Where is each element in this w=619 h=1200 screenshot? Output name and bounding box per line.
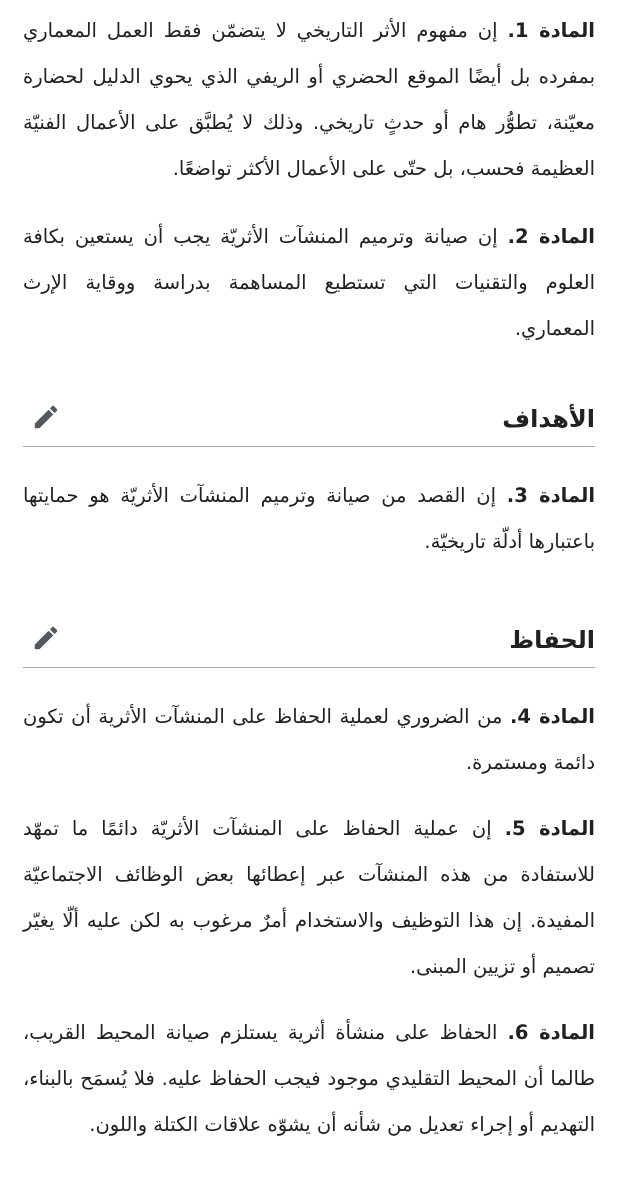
section-preservation — [23, 607, 595, 1148]
article-4-text: من الضروري لعملية الحفاظ على المنشآت الأثرية أن تكون دائمة ومستمرة. — [23, 705, 595, 774]
article-2-label: المادة 2. — [507, 225, 595, 248]
article-1-text: إن مفهوم الأثر التاريخي لا يتضمّن فقط العمل المعماري بمفرده بل أيضًا الموقع الحضري أو الريفي الذي يحوي الدليل لحضارة معيّنة، تطوُّر هام أو حدثٍ تاريخي. وذلك لا يُطبَّق على الأعمال الفنيّة العظيمة فحسب، بل حتّى على الأعمال الأكثر تواضعًا. — [23, 19, 595, 180]
article-3-label: المادة 3. — [506, 484, 595, 507]
article-6-paragraph — [23, 1010, 595, 1148]
article-1-label: المادة 1. — [507, 19, 595, 42]
article-1-paragraph — [23, 8, 595, 192]
article-content — [23, 0, 595, 1148]
article-5-label: المادة 5. — [504, 817, 595, 840]
section-preservation-header — [23, 607, 595, 668]
pencil-icon[interactable] — [31, 623, 61, 653]
article-2-paragraph — [23, 214, 595, 352]
article-2-text: إن صيانة وترميم المنشآت الأثريّة يجب أن يستعين بكافة العلوم والتقنيات التي تستطيع المساهمة بدراسة ووقاية الإرث المعماري. — [23, 225, 595, 340]
section-preservation-title: الحفاظ — [509, 626, 595, 654]
article-3-paragraph — [23, 473, 595, 565]
article-6-text: الحفاظ على منشأة أثرية يستلزم صيانة المحيط القريب، طالما أن المحيط التقليدي موجود فيجب الحفاظ عليه. فلا يُسمَح بالبناء، التهديم أو إجراء تعديل من شأنه أن يشوّه علاقات الكتلة واللون. — [23, 1021, 595, 1136]
article-4-label: المادة 4. — [509, 705, 595, 728]
article-5-paragraph — [23, 806, 595, 990]
article-3-text: إن القصد من صيانة وترميم المنشآت الأثريّة هو حمايتها باعتبارها أدلّة تاريخيّة. — [23, 484, 595, 553]
section-goals — [23, 386, 595, 565]
article-4-paragraph — [23, 694, 595, 786]
pencil-icon[interactable] — [31, 402, 61, 432]
article-6-label: المادة 6. — [507, 1021, 595, 1044]
section-goals-header — [23, 386, 595, 447]
article-5-text: إن عملية الحفاظ على المنشآت الأثريّة دائمًا ما تمهّد للاستفادة من هذه المنشآت عبر إعطائها بعض الوظائف الاجتماعيّة المفيدة. إن هذا التوظيف والاستخدام أمرٌ مرغوب به لكن عليه ألّا يغيّر تصميم أو تزيين المبنى. — [23, 817, 595, 978]
section-goals-title: الأهداف — [502, 405, 595, 433]
